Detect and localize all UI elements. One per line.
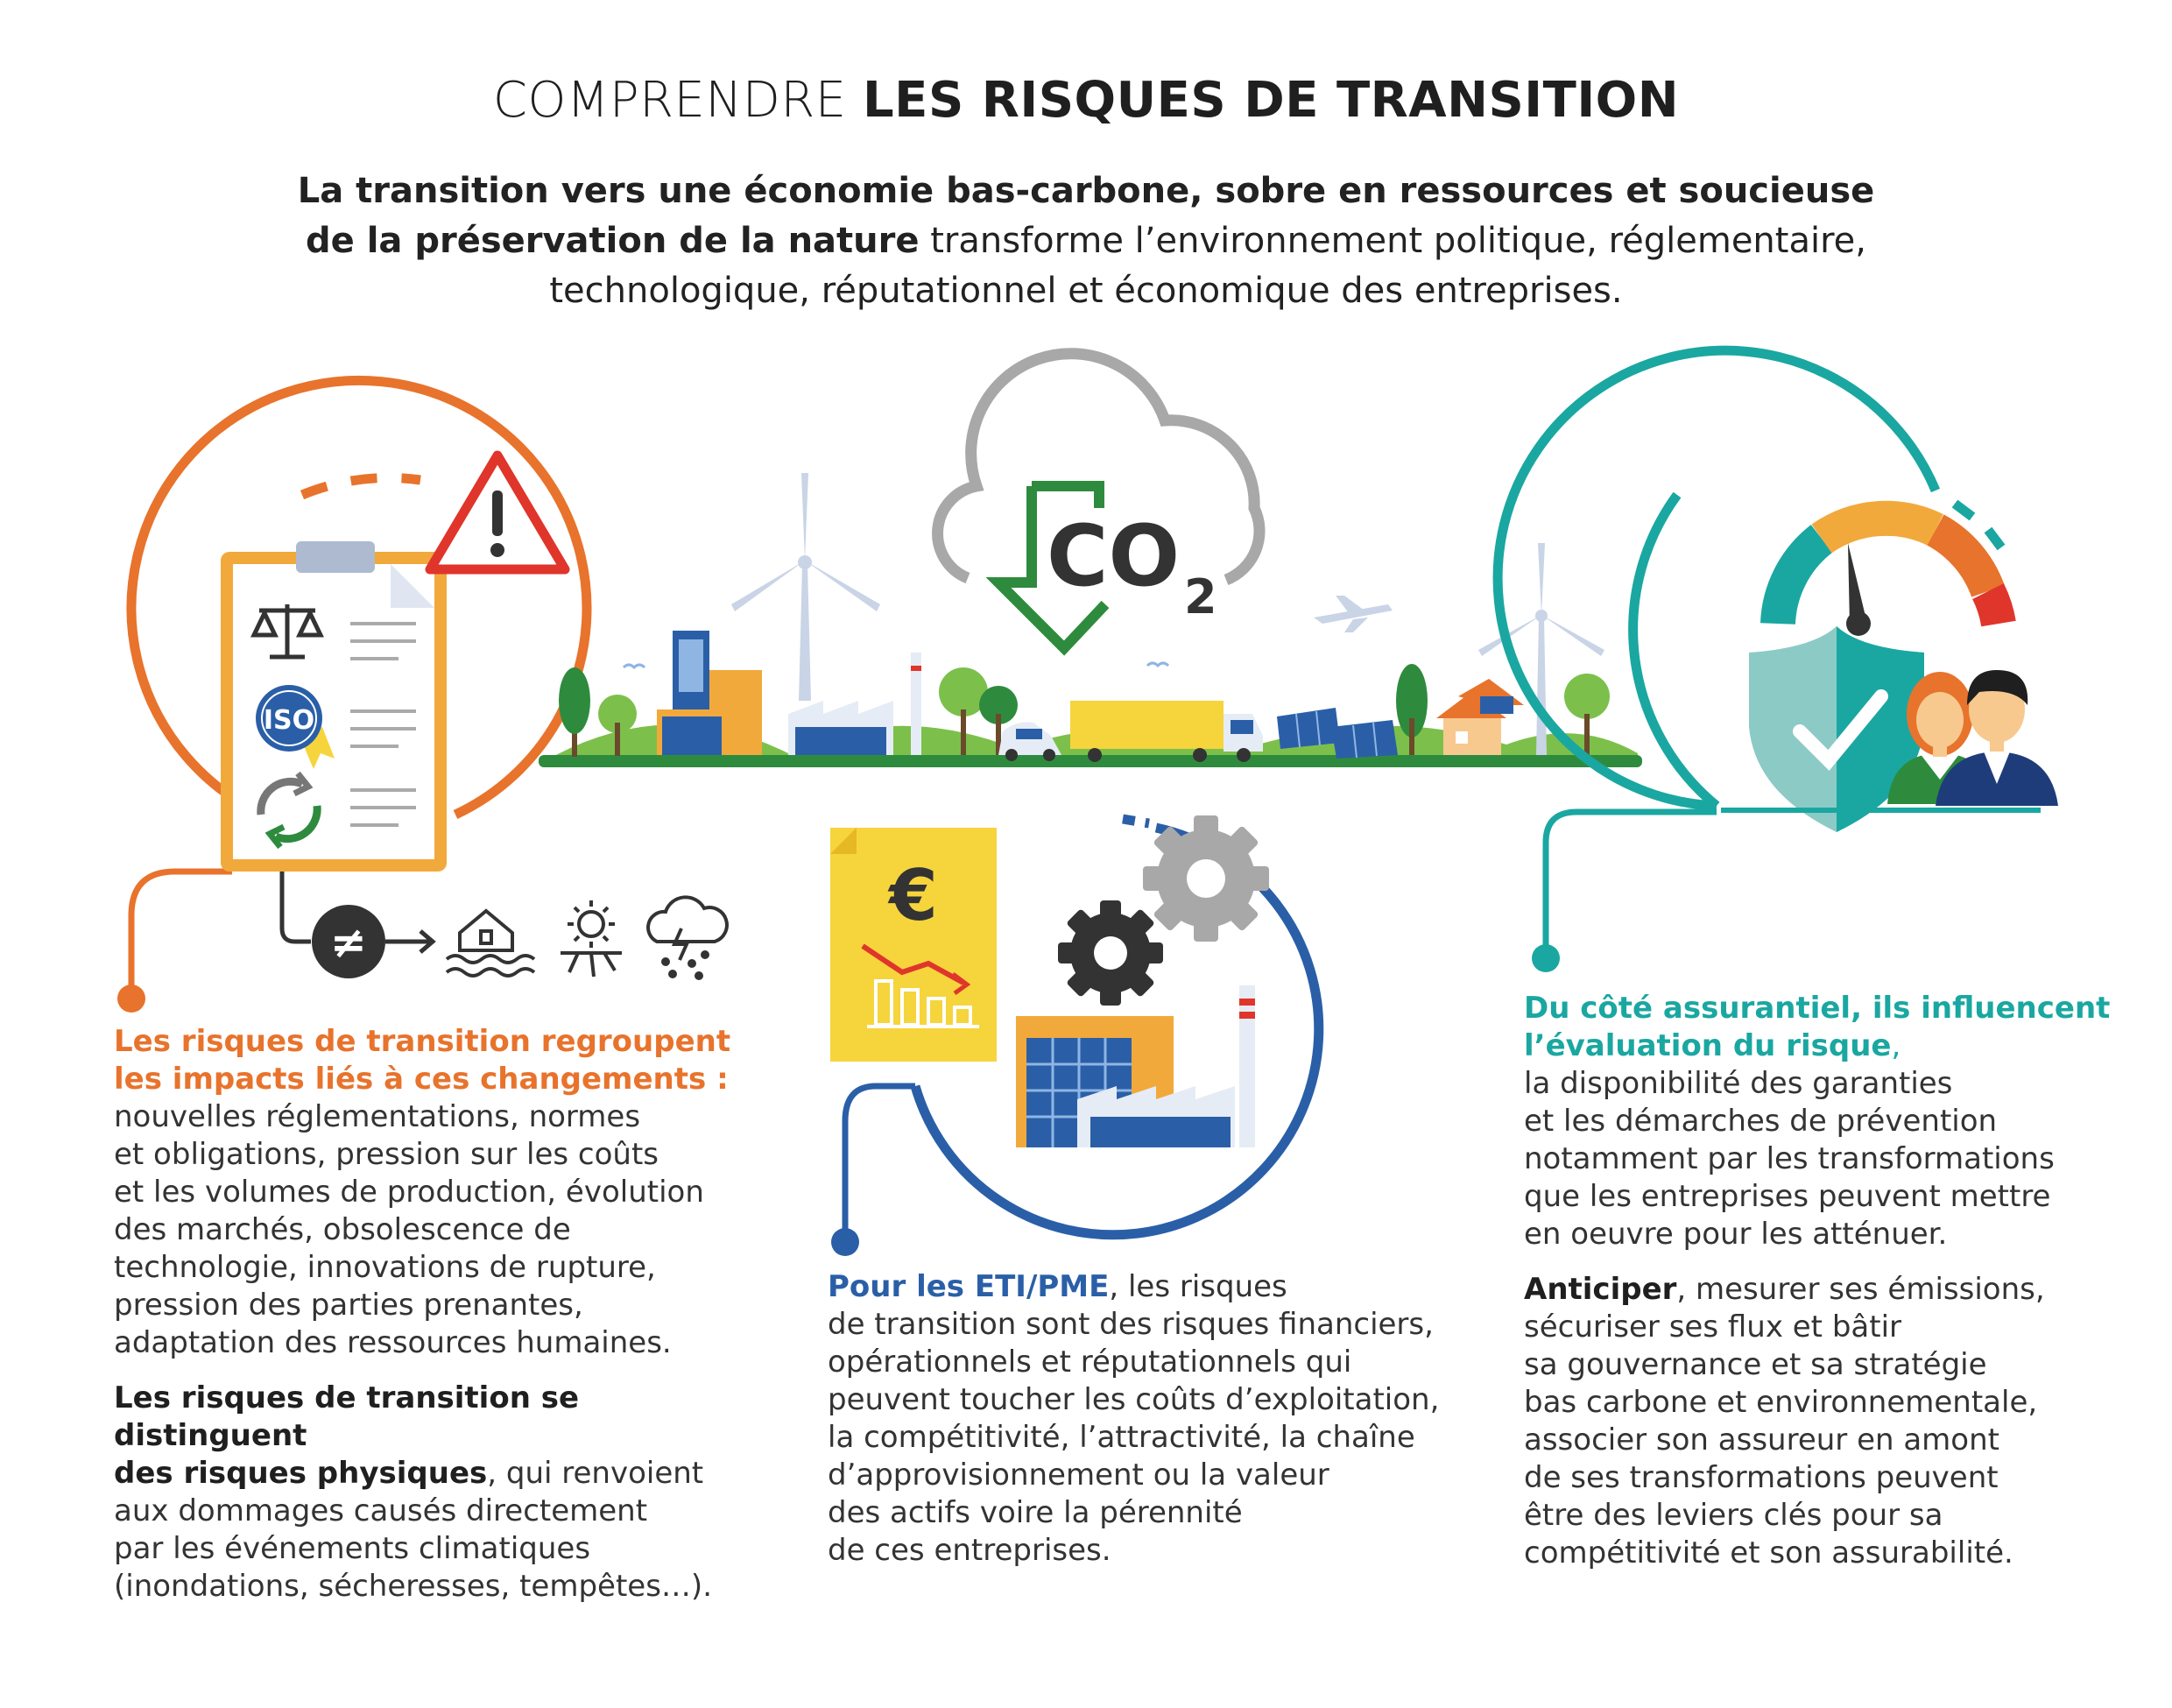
right-p2-body-2: bas carbone et environnementale, xyxy=(1524,1385,2038,1420)
left-p2-body-2: (inondations, sécheresses, tempêtes…). xyxy=(114,1569,713,1604)
middle-body-0: de transition sont des risques financiers, xyxy=(828,1307,1434,1342)
intro-bold-line2: de la préservation de la nature xyxy=(306,221,920,261)
middle-body-3: la compétitivité, l’attractivité, la chaîne xyxy=(828,1420,1415,1455)
intro-bold-line1: La transition vers une économie bas-carbone, sobre en ressources et soucieuse xyxy=(297,171,1875,211)
right-p2-body-1: sa gouvernance et sa stratégie xyxy=(1524,1347,1987,1382)
right-p2-bold: Anticiper xyxy=(1524,1272,1677,1307)
intro-rest-line2: transforme l’environnement politique, réglementaire, xyxy=(919,221,1866,261)
wind-turbine-1 xyxy=(731,473,880,701)
right-p2-body-5: être des leviers clés pour sa xyxy=(1524,1498,1943,1533)
right-p2-body-4: de ses transformations peuvent xyxy=(1524,1460,1999,1495)
middle-body-2: peuvent toucher les coûts d’exploitation, xyxy=(828,1382,1440,1417)
gauge-needle-icon xyxy=(1846,543,1871,636)
right-body-4: en oeuvre pour les atténuer. xyxy=(1524,1217,1948,1252)
euro-document-icon xyxy=(830,828,997,1062)
drought-sun-icon xyxy=(561,900,622,977)
right-body-2: notamment par les transformations xyxy=(1524,1141,2055,1176)
flood-icon xyxy=(447,911,534,976)
co2-subscript: 2 xyxy=(1184,569,1217,625)
storm-cloud-icon xyxy=(648,897,727,978)
middle-text-block xyxy=(828,1268,1493,1587)
left-p2-rest-line2: , qui renvoient xyxy=(487,1456,704,1491)
left-heading-line1: Les risques de transition regroupent xyxy=(114,1024,731,1059)
gear-small-icon xyxy=(1058,900,1163,1006)
right-heading-line1: Du côté assurantiel, ils influencent xyxy=(1524,991,2111,1026)
right-heading-line2: l’évaluation du risque xyxy=(1524,1028,1892,1063)
left-body-0: nouvelles réglementations, normes xyxy=(114,1099,641,1134)
middle-rest-line1: , les risques xyxy=(1109,1269,1287,1304)
clipboard-icon xyxy=(221,541,447,872)
right-body-0: la disponibilité des garanties xyxy=(1524,1066,1953,1101)
title-light: COMPRENDRE xyxy=(492,72,863,129)
middle-body-4: d’approvisionnement ou la valeur xyxy=(828,1457,1329,1493)
gauge-icon xyxy=(1778,519,1999,624)
intro-line3: technologique, réputationnel et économique des entreprises. xyxy=(549,271,1623,311)
left-heading-line2: les impacts liés à ces changements : xyxy=(114,1062,729,1097)
not-equal-flow xyxy=(282,872,433,978)
left-text-block xyxy=(114,1023,779,1623)
left-p2-bold-line2: des risques physiques xyxy=(114,1456,488,1491)
right-body-1: et les démarches de prévention xyxy=(1524,1104,1998,1139)
right-p2-rest-line1: , mesurer ses émissions, xyxy=(1676,1272,2045,1307)
middle-body-6: de ces entreprises. xyxy=(828,1533,1111,1568)
gear-large-icon xyxy=(1143,815,1269,942)
left-body-5: pression des parties prenantes, xyxy=(114,1288,583,1323)
euro-symbol: € xyxy=(889,855,938,936)
left-body-6: adaptation des ressources humaines. xyxy=(114,1325,672,1360)
left-body-4: technologie, innovations de rupture, xyxy=(114,1250,656,1285)
left-body-1: et obligations, pression sur les coûts xyxy=(114,1137,659,1172)
co2-cloud-icon xyxy=(938,354,1259,648)
middle-body-5: des actifs voire la pérennité xyxy=(828,1495,1243,1530)
right-p2-body-0: sécuriser ses flux et bâtir xyxy=(1524,1309,1901,1345)
right-text-block xyxy=(1524,990,2154,1590)
left-body-3: des marchés, obsolescence de xyxy=(114,1212,571,1247)
left-p2-body-1: par les événements climatiques xyxy=(114,1531,591,1566)
right-p2-body-3: associer son assureur en amont xyxy=(1524,1422,1999,1457)
co2-label: CO xyxy=(1047,507,1181,605)
middle-heading: Pour les ETI/PME xyxy=(828,1269,1110,1304)
title-bold: LES RISQUES DE TRANSITION xyxy=(863,72,1680,129)
middle-body-1: opérationnels et réputationnels qui xyxy=(828,1345,1352,1380)
not-equal-symbol: ≠ xyxy=(330,917,367,968)
left-p2-body-0: aux dommages causés directement xyxy=(114,1493,648,1528)
factory-icon xyxy=(1016,985,1255,1147)
left-p2-bold-line1: Les risques de transition se distinguent xyxy=(114,1380,580,1453)
right-heading-comma: , xyxy=(1891,1028,1901,1063)
iso-label: ISO xyxy=(263,705,315,736)
right-p2-body-6: compétitivité et son assurabilité. xyxy=(1524,1535,2013,1570)
right-body-3: que les entreprises peuvent mettre xyxy=(1524,1179,2051,1214)
left-body-2: et les volumes de production, évolution xyxy=(114,1175,704,1210)
